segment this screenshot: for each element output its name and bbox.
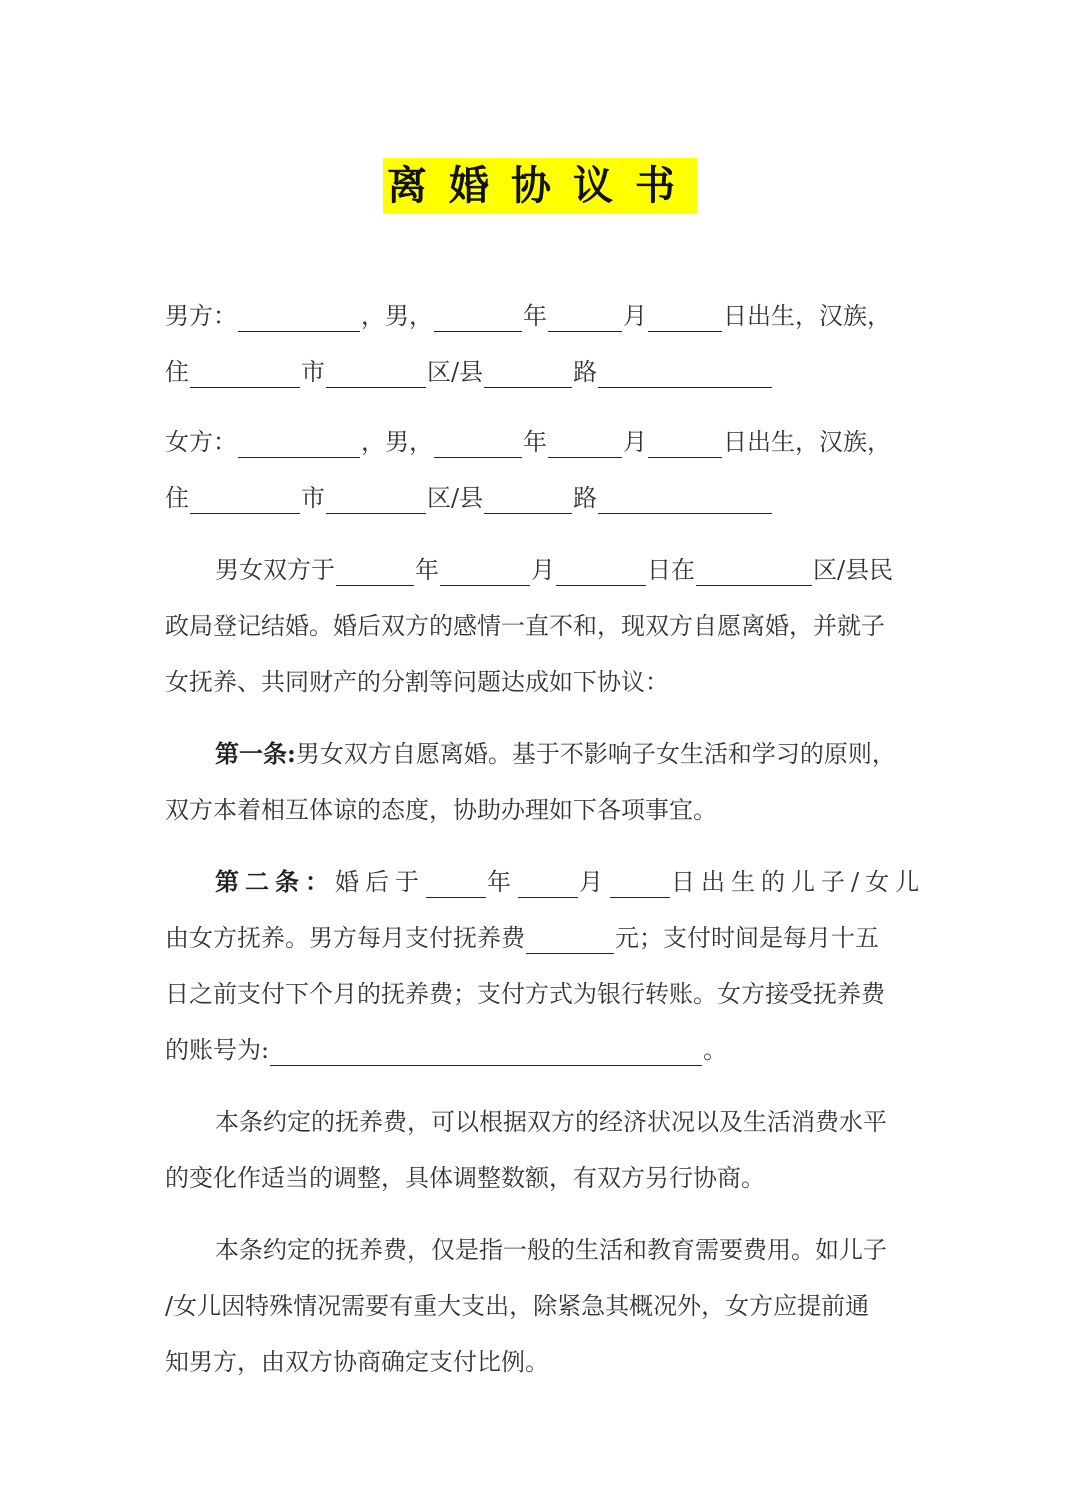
intro-district-text: 区/县民	[813, 556, 894, 584]
article-2-line-4	[165, 1034, 727, 1066]
article-2-month-text: 月	[579, 868, 609, 896]
article-1-line-2: 双方本着相互体谅的态度，协助办理如下各项事宜。	[165, 796, 717, 824]
article-1-text-1: 男女双方自愿离婚。基于不影响子女生活和学习的原则，	[295, 740, 896, 768]
intro-text-a: 男女双方于	[215, 556, 335, 584]
male-road-text: 路	[573, 358, 598, 386]
female-city-text: 市	[301, 484, 325, 512]
male-district-text: 区/县	[427, 358, 484, 386]
female-info-line-2	[165, 482, 773, 514]
intro-day-text: 日在	[647, 556, 695, 584]
male-birth-day-blank[interactable]	[648, 305, 722, 332]
article-2-year-text: 年	[487, 868, 517, 896]
male-birth-year-blank[interactable]	[434, 305, 522, 332]
male-city-blank[interactable]	[190, 361, 300, 388]
para-3-line-2: 的变化作适当的调整，具体调整数额，有双方另行协商。	[165, 1164, 765, 1192]
article-2-line-1	[215, 866, 925, 898]
female-month-text: 月	[623, 428, 647, 456]
intro-line-3: 女抚养、共同财产的分割等问题达成如下协议：	[165, 668, 669, 696]
article-2-text-2b: 元；支付时间是每月十五	[615, 924, 879, 952]
intro-line-1	[215, 554, 893, 586]
article-1-label: 第一条:	[215, 739, 296, 768]
female-birth-month-blank[interactable]	[548, 431, 622, 458]
female-year-text: 年	[523, 428, 547, 456]
male-address-detail-blank[interactable]	[598, 361, 772, 388]
account-label: 的账号为:	[165, 1036, 270, 1064]
para-4-line-3: 知男方，由双方协商确定支付比例。	[165, 1348, 549, 1376]
female-road-blank[interactable]	[484, 487, 572, 514]
marriage-day-blank[interactable]	[556, 559, 646, 586]
account-period: 。	[703, 1036, 728, 1064]
female-gender-text: ，男，	[361, 428, 433, 456]
article-2-label: 第二条：	[215, 867, 335, 896]
male-road-blank[interactable]	[484, 361, 572, 388]
child-support-amount-blank[interactable]	[526, 927, 614, 954]
female-name-blank[interactable]	[238, 431, 360, 458]
female-address-label: 住	[165, 484, 189, 512]
female-address-detail-blank[interactable]	[598, 487, 772, 514]
para-4-line-2: /女儿因特殊情况需要有重大支出，除紧急其概况外，女方应提前通	[165, 1292, 870, 1320]
article-2-text-d: 日出生的儿子/女儿	[671, 868, 926, 896]
female-birth-day-blank[interactable]	[648, 431, 722, 458]
para-3-line-1: 本条约定的抚养费，可以根据双方的经济状况以及生活消费水平	[215, 1108, 887, 1136]
article-1-line-1	[215, 738, 896, 770]
article-2-text-2a: 由女方抚养。男方每月支付抚养费	[165, 924, 525, 952]
male-month-text: 月	[623, 302, 647, 330]
intro-month-text: 月	[531, 556, 555, 584]
female-info-line-1	[165, 426, 891, 458]
male-label: 男方：	[165, 302, 237, 330]
account-number-blank[interactable]	[270, 1039, 702, 1066]
male-address-label: 住	[165, 358, 189, 386]
male-gender-text: ，男，	[361, 302, 433, 330]
article-2-text-a: 婚后于	[335, 868, 425, 896]
document-title: 离婚协议书	[383, 158, 697, 214]
female-district-blank[interactable]	[326, 487, 426, 514]
female-city-blank[interactable]	[190, 487, 300, 514]
female-label: 女方：	[165, 428, 237, 456]
male-birth-ethnicity-text: 日出生，汉族，	[723, 302, 891, 330]
child-birth-year-blank[interactable]	[426, 871, 486, 898]
para-4-line-1: 本条约定的抚养费，仅是指一般的生活和教育需要费用。如儿子	[215, 1236, 887, 1264]
marriage-year-blank[interactable]	[336, 559, 414, 586]
female-road-text: 路	[573, 484, 598, 512]
female-birth-year-blank[interactable]	[434, 431, 522, 458]
male-info-line-1	[165, 300, 891, 332]
male-name-blank[interactable]	[238, 305, 360, 332]
male-city-text: 市	[301, 358, 325, 386]
male-district-blank[interactable]	[326, 361, 426, 388]
intro-year-text: 年	[415, 556, 439, 584]
marriage-district-blank[interactable]	[696, 559, 812, 586]
article-2-line-3: 日之前支付下个月的抚养费；支付方式为银行转账。女方接受抚养费	[165, 980, 885, 1008]
female-district-text: 区/县	[427, 484, 484, 512]
intro-line-2: 政局登记结婚。婚后双方的感情一直不和，现双方自愿离婚，并就子	[165, 612, 885, 640]
child-birth-day-blank[interactable]	[610, 871, 670, 898]
male-year-text: 年	[523, 302, 547, 330]
female-birth-ethnicity-text: 日出生，汉族，	[723, 428, 891, 456]
title-container	[0, 158, 1080, 214]
male-info-line-2	[165, 356, 773, 388]
article-2-line-2	[165, 922, 879, 954]
child-birth-month-blank[interactable]	[518, 871, 578, 898]
male-birth-month-blank[interactable]	[548, 305, 622, 332]
marriage-month-blank[interactable]	[440, 559, 530, 586]
